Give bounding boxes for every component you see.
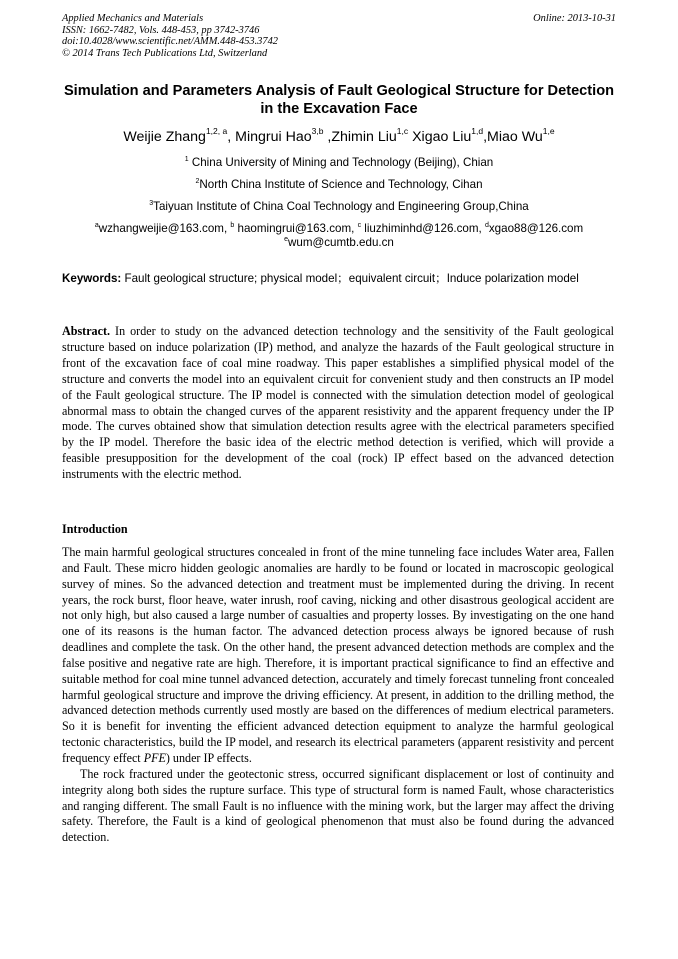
section-heading-introduction: Introduction [62, 522, 128, 536]
affiliation-sup: 3 [149, 200, 154, 207]
journal-header [62, 13, 616, 59]
paragraph-text: ) under IP effects. [165, 750, 252, 765]
email-sup: b [230, 222, 235, 229]
email-sup: e [284, 236, 289, 243]
keywords-text: Fault geological structure; physical model；equivalent circuit；Induce polarization model [121, 272, 579, 285]
paper-title: Simulation and Parameters Analysis of Fault Geological Structure for Detection in the Excavation Face [63, 83, 615, 117]
affiliation-sup: 1 [184, 156, 189, 163]
affiliation-text: China University of Mining and Technology (Beijing), Chian [188, 156, 494, 169]
keywords-label: Keywords: [62, 272, 122, 285]
author-affiliation-sup: 1,e [542, 126, 555, 136]
email-address: liuzhiminhd@126.com, [361, 222, 485, 235]
keywords-block [62, 271, 614, 286]
author-affiliation-sup: 3,b [311, 126, 324, 136]
author-separator: , [323, 129, 332, 145]
email-line-1 [62, 222, 616, 236]
author-name: Mingrui Hao [235, 129, 312, 145]
online-date: Online: 2013-10-31 [533, 13, 616, 24]
email-sup: d [484, 222, 489, 229]
abstract-block [62, 324, 614, 483]
author-name: Xigao Liu [412, 129, 472, 145]
author-separator: , [227, 129, 236, 145]
author-affiliation-sup: 1,d [471, 126, 484, 136]
copyright-line: © 2014 Trans Tech Publications Ltd, Switzerland [62, 47, 268, 59]
abstract-label: Abstract. [62, 324, 111, 338]
affiliation-1 [62, 156, 616, 170]
author-name: Weijie Zhang [123, 129, 206, 145]
issn-line: ISSN: 1662-7482, Vols. 448-453, pp 3742-3746 [62, 24, 260, 36]
author-name: Zhimin Liu [331, 129, 397, 145]
email-address: xgao88@126.com [488, 222, 584, 235]
author-name: Miao Wu [487, 129, 543, 145]
email-sup: c [357, 222, 362, 229]
author-list [62, 128, 616, 146]
affiliation-2 [62, 178, 616, 192]
paragraph-text: The main harmful geological structures concealed in front of the mine tunneling face includes Water area, Fallen and Fault. These micro hidden geologic anomalies are hardly to be found or located in macroscopic geological survey of mines. So the advanced detection and treatment must be implemented during the driving. In recent years, the rock burst, floor heave, water inrush, roof caving, nicking and other disastrous geological accident are not only high, but also caused a large number of casualties and property losses. By investigating on the one hand one of its reasons is the human factor. The advanced detection process always be ignored because of rush deadlines and complete the task. On the other hand, the present advanced detection methods are complex and the false positive and negative rate are high. Therefore, it is important practical significance to find an effective and suitable method for coal mine tunnel advanced detection, accurately and timely forecast tunneling front concealed harmful geological structure and improve the driving efficiency. At present, in addition to the drilling method, the advanced detection methods currently used mostly are based on the differences of medium electrical parameters. So it is benefit for inventing the efficient advanced detection equipment to analyze the harmful geological tectonic characteristics, build the IP model, and research its electrical parameters (apparent resistivity and percent frequency effect [62, 545, 614, 765]
paragraph: The rock fractured under the geotectonic stress, occurred significant displacement or lost of continuity and integrity along both sides the rupture surface. This type of structural form is named Fault, whose characteristics and ranging different. The small Fault is no influence with the mining work, but the larger may affect the driving safety. Therefore, the Fault is a kind of geological phenomenon that must also be found during the advanced detection. [62, 766, 614, 845]
doi-line: doi:10.4028/www.scientific.net/AMM.448-453.3742 [62, 36, 278, 48]
abstract-text: In order to study on the advanced detection technology and the sensitivity of the Fault geological structure based on induce polarization (IP) method, and analyze the hazards of the Fault geological structure in front of the excavation face of coal mine roadway. This paper establishes a simplified physical model of the structure and converts the model into an equivalent circuit for convenient study and then constructs an IP model of the Fault geological structure. The IP model is connected with the simulation detection model of geological abnormal mass to obtain the changed curves of the apparent resistivity and the apparent frequency under the IP mode. The curves obtained show that simulation detection results agree with the electrical parameters specified by the IP model. Therefore the basic idea of the electric method detection is verified, which will provide a feasible presupposition for the development of the coal (rock) IP effect based on the advanced detection instruments with the electric method. [62, 324, 614, 482]
affiliation-text: North China Institute of Science and Technology, Cihan [199, 178, 483, 191]
journal-name: Applied Mechanics and Materials [62, 13, 204, 24]
affiliation-sup: 2 [195, 178, 200, 185]
affiliation-text: Taiyuan Institute of China Coal Technology and Engineering Group,China [153, 200, 529, 213]
affiliation-3 [62, 200, 616, 214]
email-address: haomingrui@163.com, [234, 222, 358, 235]
introduction-body [62, 545, 614, 846]
email-line-2 [62, 236, 616, 250]
email-address: wzhangweijie@163.com, [98, 222, 231, 235]
email-sup: a [94, 222, 99, 229]
pfe-term: PFE [143, 750, 166, 765]
author-affiliation-sup: 1,c [396, 126, 409, 136]
author-affiliation-sup: 1,2, a [205, 126, 228, 136]
email-address: wum@cumtb.edu.cn [288, 236, 394, 249]
paragraph [62, 545, 614, 767]
author-separator: , [483, 129, 488, 145]
